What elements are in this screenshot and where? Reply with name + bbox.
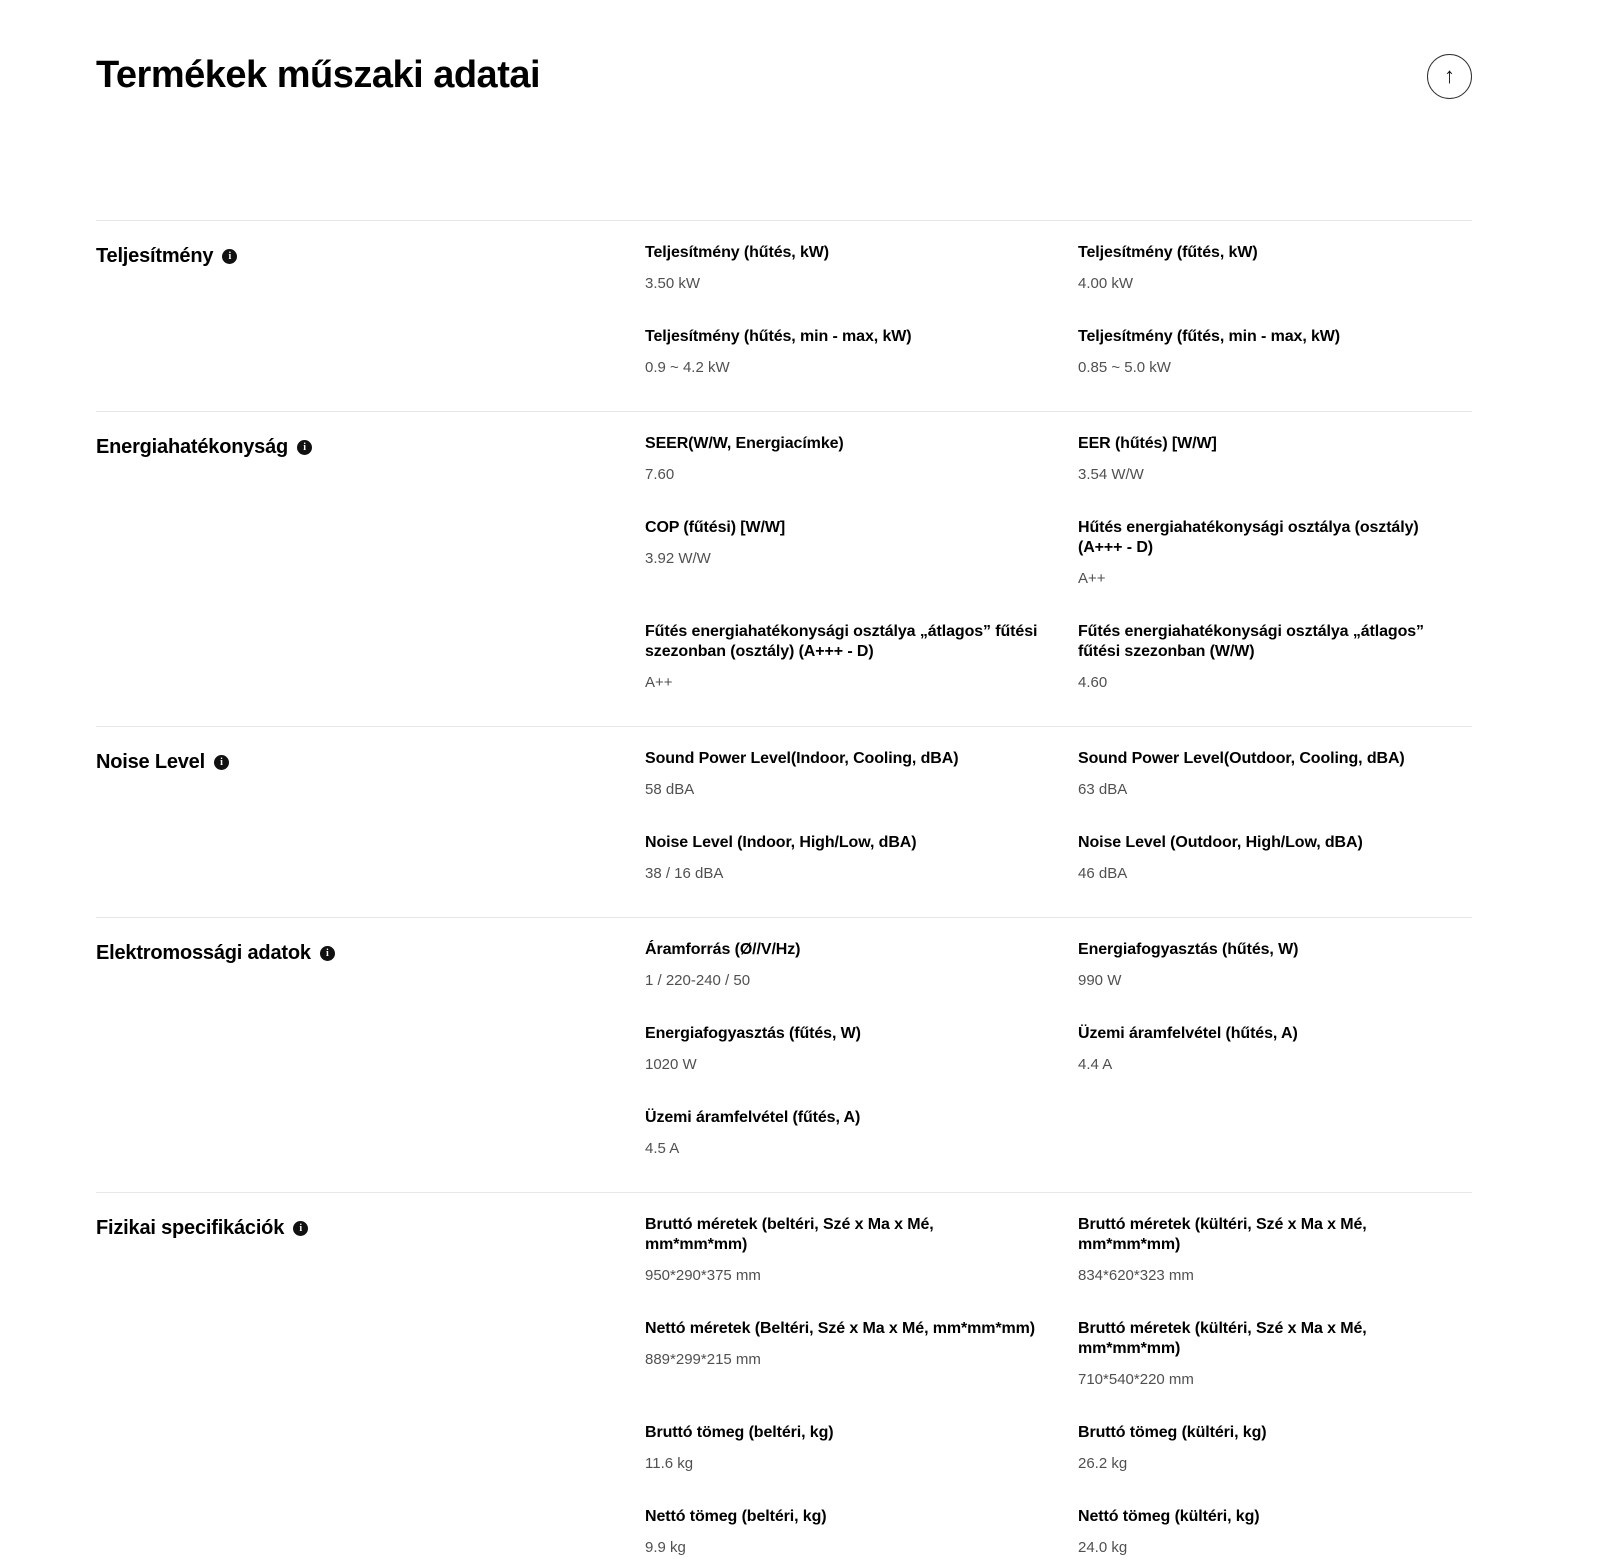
spec-label: Áramforrás (Ø//V/Hz) bbox=[645, 940, 801, 958]
arrow-up-icon: ↑ bbox=[1444, 62, 1455, 88]
spec-value: 3.92 W/W bbox=[645, 549, 711, 567]
section-title-text: Elektromossági adatok bbox=[96, 941, 311, 964]
spec-item bbox=[1078, 940, 1472, 990]
section-title-text: Fizikai specifikációk bbox=[96, 1216, 285, 1239]
section-head bbox=[96, 1215, 645, 1562]
spec-item bbox=[1078, 1423, 1472, 1473]
spec-items bbox=[645, 434, 1472, 726]
spec-value: 0.9 ~ 4.2 kW bbox=[645, 358, 730, 376]
spec-item bbox=[1078, 327, 1472, 377]
spec-value: 4.00 kW bbox=[1078, 274, 1134, 292]
spec-item bbox=[645, 622, 1078, 692]
spec-value: 58 dBA bbox=[645, 780, 695, 798]
spec-value: 0.85 ~ 5.0 kW bbox=[1078, 358, 1171, 376]
section-title-text: Noise Level bbox=[96, 750, 205, 773]
spec-item bbox=[645, 1319, 1078, 1389]
spec-label: Bruttó méretek (kültéri, Szé x Ma x Mé, mm*mm*mm) bbox=[1078, 1319, 1367, 1357]
spec-value: 3.50 kW bbox=[645, 274, 701, 292]
section-head bbox=[96, 749, 645, 917]
spec-item bbox=[645, 1024, 1078, 1074]
page-title: Termékek műszaki adatai bbox=[96, 54, 541, 96]
spec-label: Üzemi áramfelvétel (hűtés, A) bbox=[1078, 1024, 1298, 1042]
spec-value: 9.9 kg bbox=[645, 1538, 686, 1556]
section-title bbox=[96, 1215, 615, 1241]
spec-item bbox=[1078, 1507, 1472, 1557]
spec-label: Sound Power Level(Outdoor, Cooling, dBA) bbox=[1078, 749, 1405, 767]
spec-value: 1 / 220-240 / 50 bbox=[645, 971, 751, 989]
spec-label: Bruttó méretek (kültéri, Szé x Ma x Mé, mm*mm*mm) bbox=[1078, 1215, 1367, 1253]
spec-item bbox=[1078, 749, 1472, 799]
scroll-to-top-button[interactable] bbox=[1427, 54, 1472, 99]
spec-section bbox=[96, 917, 1472, 1192]
spec-item bbox=[1078, 1319, 1472, 1389]
spec-section bbox=[96, 1192, 1472, 1562]
spec-value: 38 / 16 dBA bbox=[645, 864, 724, 882]
spec-section bbox=[96, 220, 1472, 411]
info-icon[interactable]: i bbox=[320, 946, 335, 961]
spec-item bbox=[645, 1108, 1078, 1158]
spec-label: Teljesítmény (fűtés, kW) bbox=[1078, 243, 1258, 261]
spec-items bbox=[645, 940, 1472, 1192]
spec-sections bbox=[96, 220, 1472, 1562]
section-head bbox=[96, 940, 645, 1192]
spec-value: A++ bbox=[645, 673, 673, 691]
spec-label: Üzemi áramfelvétel (fűtés, A) bbox=[645, 1108, 861, 1126]
spec-items bbox=[645, 243, 1472, 411]
spec-item bbox=[645, 940, 1078, 990]
spec-label: Bruttó tömeg (beltéri, kg) bbox=[645, 1423, 834, 1441]
spec-items bbox=[645, 749, 1472, 917]
spec-item bbox=[645, 434, 1078, 484]
spec-value: 7.60 bbox=[645, 465, 675, 483]
info-icon[interactable]: i bbox=[214, 755, 229, 770]
spec-value: 834*620*323 mm bbox=[1078, 1266, 1194, 1284]
spec-label: SEER(W/W, Energiacímke) bbox=[645, 434, 844, 452]
spec-item bbox=[645, 327, 1078, 377]
spec-item bbox=[1078, 1215, 1472, 1285]
info-icon[interactable]: i bbox=[222, 249, 237, 264]
spec-label: Teljesítmény (fűtés, min - max, kW) bbox=[1078, 327, 1341, 345]
section-title-text: Energiahatékonyság bbox=[96, 435, 289, 458]
section-head bbox=[96, 243, 645, 411]
spec-value: 4.60 bbox=[1078, 673, 1108, 691]
spec-label: Noise Level (Outdoor, High/Low, dBA) bbox=[1078, 833, 1363, 851]
section-title bbox=[96, 434, 615, 460]
spec-item bbox=[645, 749, 1078, 799]
spec-label: Nettó tömeg (kültéri, kg) bbox=[1078, 1507, 1260, 1525]
spec-label: Energiafogyasztás (hűtés, W) bbox=[1078, 940, 1299, 958]
spec-label: Fűtés energiahatékonysági osztálya „átlagos” fűtési szezonban (W/W) bbox=[1078, 622, 1424, 660]
spec-label: COP (fűtési) [W/W] bbox=[645, 518, 786, 536]
spec-item bbox=[1078, 833, 1472, 883]
spec-label: Teljesítmény (hűtés, min - max, kW) bbox=[645, 327, 912, 345]
spec-value: 710*540*220 mm bbox=[1078, 1370, 1194, 1388]
spec-item bbox=[1078, 1024, 1472, 1074]
spec-item bbox=[645, 1215, 1078, 1285]
spec-section bbox=[96, 411, 1472, 726]
spec-item bbox=[645, 1507, 1078, 1557]
spec-item bbox=[1078, 434, 1472, 484]
spec-label: Noise Level (Indoor, High/Low, dBA) bbox=[645, 833, 917, 851]
spec-label: Bruttó tömeg (kültéri, kg) bbox=[1078, 1423, 1267, 1441]
spec-label: Bruttó méretek (beltéri, Szé x Ma x Mé, mm*mm*mm) bbox=[645, 1215, 934, 1253]
spec-value: A++ bbox=[1078, 569, 1106, 587]
spec-value: 950*290*375 mm bbox=[645, 1266, 761, 1284]
spec-label: Sound Power Level(Indoor, Cooling, dBA) bbox=[645, 749, 959, 767]
spec-item bbox=[645, 833, 1078, 883]
spec-items bbox=[645, 1215, 1472, 1562]
section-head bbox=[96, 434, 645, 726]
spec-value: 4.4 A bbox=[1078, 1055, 1113, 1073]
page-header bbox=[96, 0, 1472, 100]
spec-value: 11.6 kg bbox=[645, 1454, 694, 1472]
spec-item bbox=[645, 1423, 1078, 1473]
spec-label: Energiafogyasztás (fűtés, W) bbox=[645, 1024, 861, 1042]
info-icon[interactable]: i bbox=[297, 440, 312, 455]
spec-item bbox=[645, 518, 1078, 588]
spec-item bbox=[645, 243, 1078, 293]
spec-label: EER (hűtés) [W/W] bbox=[1078, 434, 1217, 452]
spec-value: 3.54 W/W bbox=[1078, 465, 1144, 483]
spec-label: Nettó méretek (Beltéri, Szé x Ma x Mé, mm*mm*mm) bbox=[645, 1319, 1035, 1337]
spec-value: 990 W bbox=[1078, 971, 1122, 989]
section-title bbox=[96, 243, 615, 269]
spec-item bbox=[1078, 243, 1472, 293]
spec-label: Nettó tömeg (beltéri, kg) bbox=[645, 1507, 827, 1525]
section-title-text: Teljesítmény bbox=[96, 244, 214, 267]
spec-value: 24.0 kg bbox=[1078, 1538, 1128, 1556]
spec-item bbox=[1078, 622, 1472, 692]
spec-item bbox=[1078, 518, 1472, 588]
spec-value: 63 dBA bbox=[1078, 780, 1128, 798]
section-title bbox=[96, 940, 615, 966]
spec-label: Fűtés energiahatékonysági osztálya „átlagos” fűtési szezonban (osztály) (A+++ - D) bbox=[645, 622, 1038, 660]
spec-value: 1020 W bbox=[645, 1055, 697, 1073]
spec-label: Hűtés energiahatékonysági osztálya (osztály) (A+++ - D) bbox=[1078, 518, 1419, 556]
spec-value: 46 dBA bbox=[1078, 864, 1128, 882]
spec-section bbox=[96, 726, 1472, 917]
spec-value: 889*299*215 mm bbox=[645, 1350, 761, 1368]
spec-label: Teljesítmény (hűtés, kW) bbox=[645, 243, 830, 261]
spec-value: 26.2 kg bbox=[1078, 1454, 1128, 1472]
info-icon[interactable]: i bbox=[293, 1221, 308, 1236]
spec-value: 4.5 A bbox=[645, 1139, 680, 1157]
section-title bbox=[96, 749, 615, 775]
